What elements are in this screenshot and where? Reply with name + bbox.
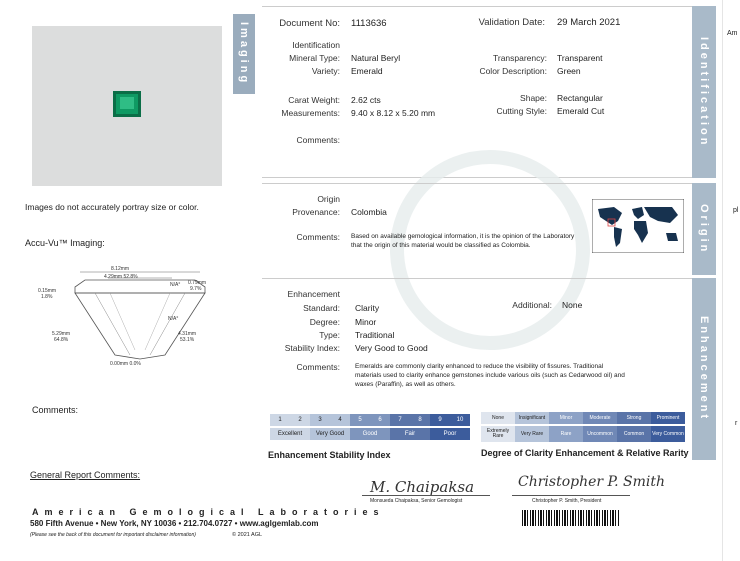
origin-tab: [692, 183, 716, 275]
barcode: [522, 510, 620, 526]
additional-label: Additional:: [512, 300, 552, 310]
scale-grade-good: Good: [350, 428, 390, 440]
enhancement-title: Enhancement: [287, 289, 340, 299]
scale-num-9: 9: [430, 414, 450, 426]
mineral-label: Mineral Type:: [289, 53, 340, 63]
diagram-top-width: 8.12mm: [111, 266, 130, 272]
scale-num-5: 5: [350, 414, 370, 426]
diagram-left-pav-pct: 64.8%: [54, 337, 69, 343]
diagram-na2: N/A°: [168, 316, 179, 322]
validation-label: Validation Date:: [478, 17, 545, 28]
accu-vu-label: Accu-Vu™ Imaging:: [25, 238, 105, 248]
scale-num-6: 6: [370, 414, 390, 426]
scale-num-8: 8: [410, 414, 430, 426]
image-disclaimer: Images do not accurately portray size or color.: [25, 202, 199, 212]
origin-comments-label: Comments:: [296, 232, 340, 242]
crown-outline: [75, 280, 205, 293]
origin-title: Origin: [317, 194, 340, 204]
footer-disclaimer: (Please see the back of this document for important disclaimer information): [30, 532, 196, 538]
general-comments-label: General Report Comments:: [30, 470, 141, 480]
signature-2-name: Christopher P. Smith, President: [532, 498, 602, 504]
doc-no-label: Document No:: [279, 18, 340, 29]
additional-value: None: [562, 300, 583, 310]
diagram-left-pav: 5.29mm: [52, 331, 71, 337]
scale-num-3: 3: [310, 414, 330, 426]
rarity-scale: [481, 412, 685, 442]
edge-text-pl: pl: [733, 207, 739, 214]
cutting-label: Cutting Style:: [496, 106, 547, 116]
rarity-extremely-rare: Extremely Rare: [481, 426, 515, 442]
validation-value: 29 March 2021: [557, 17, 621, 28]
color-label: Color Description:: [479, 66, 547, 76]
enh-comments: Emeralds are commonly clarity enhanced to reduce the visibility of fissures. Traditional materials used to clarity enhance gemstones include various oils (such as Cedarwood oil) and waxes (Paraffin), as well as others.: [355, 363, 625, 388]
rarity-degree-minor: Minor: [549, 412, 583, 424]
diagram-right-crown: 0.79mm: [188, 280, 207, 286]
imaging-tab-label: Imaging: [238, 22, 250, 86]
stability-value: Very Good to Good: [355, 343, 428, 353]
signature-1: M. Chaipaksa: [370, 478, 475, 496]
scale-grade-poor: Poor: [430, 428, 470, 440]
measurements-value: 9.40 x 8.12 x 5.20 mm: [351, 108, 436, 118]
scale-num-1: 1: [270, 414, 290, 426]
scale-grade-fair: Fair: [390, 428, 430, 440]
footer-copyright: © 2021 AGL: [232, 532, 263, 538]
identification-tab-label: Identification: [698, 36, 710, 148]
diagram-right-pav-pct: 53.1%: [180, 337, 195, 343]
scale-grade-very-good: Very Good: [310, 428, 350, 440]
signature-1-name: Monsueda Chaipaksa, Senior Gemologist: [370, 498, 463, 504]
scale-num-2: 2: [290, 414, 310, 426]
world-map: [592, 199, 684, 253]
rarity-degree-moderate: Moderate: [583, 412, 617, 424]
rarity-rare: Rare: [549, 426, 583, 442]
stability-scale: [270, 414, 470, 442]
variety-label: Variety:: [311, 66, 340, 76]
shape-label: Shape:: [520, 93, 547, 103]
scale-grade-excellent: Excellent: [270, 428, 310, 440]
type-label: Type:: [319, 330, 340, 340]
rarity-very-rare: Very Rare: [515, 426, 549, 442]
pavilion-outline: [75, 293, 205, 359]
carat-label: Carat Weight:: [288, 95, 340, 105]
gem-image-inner: [120, 97, 134, 109]
diagram-culet: 0.00mm 0.0%: [110, 361, 141, 367]
standard-value: Clarity: [355, 303, 380, 313]
shape-value: Rectangular: [557, 93, 603, 103]
stability-caption: Enhancement Stability Index: [268, 450, 391, 460]
diagram-table: 4.29mm 52.8%: [104, 274, 138, 280]
diagram-na1: N/A°: [170, 282, 181, 288]
origin-tab-label: Origin: [698, 203, 710, 255]
identification-tab: [692, 6, 716, 178]
diagram-left-crown-pct: 1.8%: [41, 294, 53, 300]
stability-label: Stability Index:: [284, 343, 340, 353]
identification-title: Identification: [292, 40, 340, 50]
color-value: Green: [557, 66, 581, 76]
mineral-value: Natural Beryl: [351, 53, 401, 63]
degree-value: Minor: [355, 317, 377, 327]
enhancement-tab: [692, 278, 716, 460]
doc-no-value: 1113636: [351, 18, 387, 29]
carat-value: 2.62 cts: [351, 95, 381, 105]
signature-2: Christopher P. Smith: [518, 474, 666, 490]
enh-comments-label: Comments:: [296, 362, 340, 372]
variety-value: Emerald: [351, 66, 383, 76]
measurements-label: Measurements:: [281, 108, 340, 118]
scale-num-7: 7: [390, 414, 410, 426]
diagram-left-crown: 0.15mm: [38, 288, 57, 294]
transparency-label: Transparency:: [492, 53, 547, 63]
id-comments-label: Comments:: [296, 135, 340, 145]
rarity-caption: Degree of Clarity Enhancement & Relative Rarity: [481, 448, 689, 458]
rarity-degree-prominent: Prominent: [651, 412, 685, 424]
rarity-very-common: Very Common: [651, 426, 685, 442]
rarity-degree-insignificant: Insignificant: [515, 412, 549, 424]
diagram-right-crown-pct: 9.7%: [190, 286, 202, 292]
scale-num-4: 4: [330, 414, 350, 426]
rarity-common: Common: [617, 426, 651, 442]
lab-name: American Gemological Laboratories: [32, 507, 385, 517]
enhancement-tab-label: Enhancement: [698, 316, 710, 422]
origin-comments: Based on available gemological information, it is the opinion of the Laboratory that the origin of this material would be classified as Colombia.: [351, 233, 575, 249]
left-comments-label: Comments:: [32, 405, 79, 415]
diagram-right-pav: 4.31mm: [178, 331, 197, 337]
cutting-value: Emerald Cut: [557, 106, 605, 116]
edge-text-am: Am: [727, 30, 738, 37]
rarity-uncommon: Uncommon: [583, 426, 617, 442]
provenance-label: Provenance:: [292, 207, 340, 217]
signature-2-line: [512, 495, 630, 496]
rarity-degree-strong: Strong: [617, 412, 651, 424]
scale-num-10: 10: [450, 414, 470, 426]
type-value: Traditional: [355, 330, 395, 340]
provenance-value: Colombia: [351, 207, 387, 217]
edge-text-rr: r: [735, 420, 738, 427]
cut-diagram: [40, 265, 240, 375]
standard-label: Standard:: [303, 303, 340, 313]
transparency-value: Transparent: [557, 53, 603, 63]
rarity-degree-none: None: [481, 412, 515, 424]
lab-address: 580 Fifth Avenue • New York, NY 10036 • 212.704.0727 • www.aglgemlab.com: [30, 519, 319, 528]
page-edge-line: [722, 0, 723, 561]
degree-label: Degree:: [309, 317, 340, 327]
signature-1-line: [362, 495, 490, 496]
